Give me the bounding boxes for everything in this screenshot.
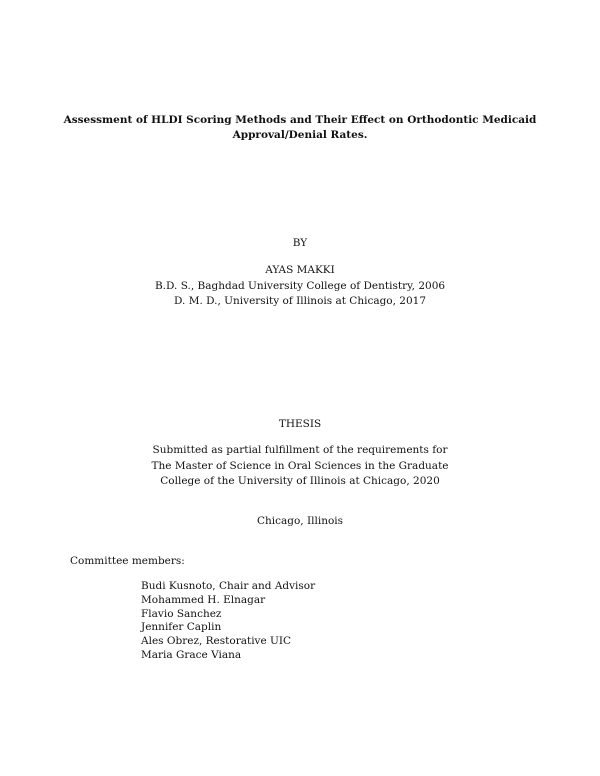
author-name: AYAS MAKKI (265, 264, 335, 276)
committee-member: Jennifer Caplin (141, 621, 222, 634)
committee-member: Ales Obrez, Restorative UIC (141, 635, 292, 648)
submission-line-3: College of the University of Illinois at Chicago, 2020 (160, 475, 440, 487)
title-line-1: Assessment of HLDI Scoring Methods and Their Effect on Orthodontic Medicaid (63, 114, 537, 126)
committee-member: Budi Kusnoto, Chair and Advisor (141, 580, 316, 592)
title-line-2: Approval/Denial Rates. (232, 129, 368, 141)
committee-member: Flavio Sanchez (141, 607, 222, 620)
author-degree-2: D. M. D., University of Illinois at Chicago, 2017 (173, 295, 427, 307)
committee-member: Maria Grace Viana (141, 648, 242, 661)
author-block (0, 263, 600, 310)
committee-member: Mohammed H. Elnagar (141, 593, 266, 606)
submission-line-1: Submitted as partial fulfillment of the requirements for (152, 444, 448, 456)
author-degree-1: B.D. S., Baghdad University College of Dentistry, 2006 (154, 279, 446, 292)
committee-list (141, 580, 315, 663)
submission-line-2: The Master of Science in Oral Sciences in the Graduate (151, 459, 449, 472)
committee-label: Committee members: (70, 555, 185, 567)
submission-statement (0, 443, 600, 490)
location: Chicago, Illinois (256, 515, 344, 527)
document-type: THESIS (278, 418, 322, 430)
thesis-title (0, 113, 600, 143)
by-label: BY (292, 237, 308, 249)
